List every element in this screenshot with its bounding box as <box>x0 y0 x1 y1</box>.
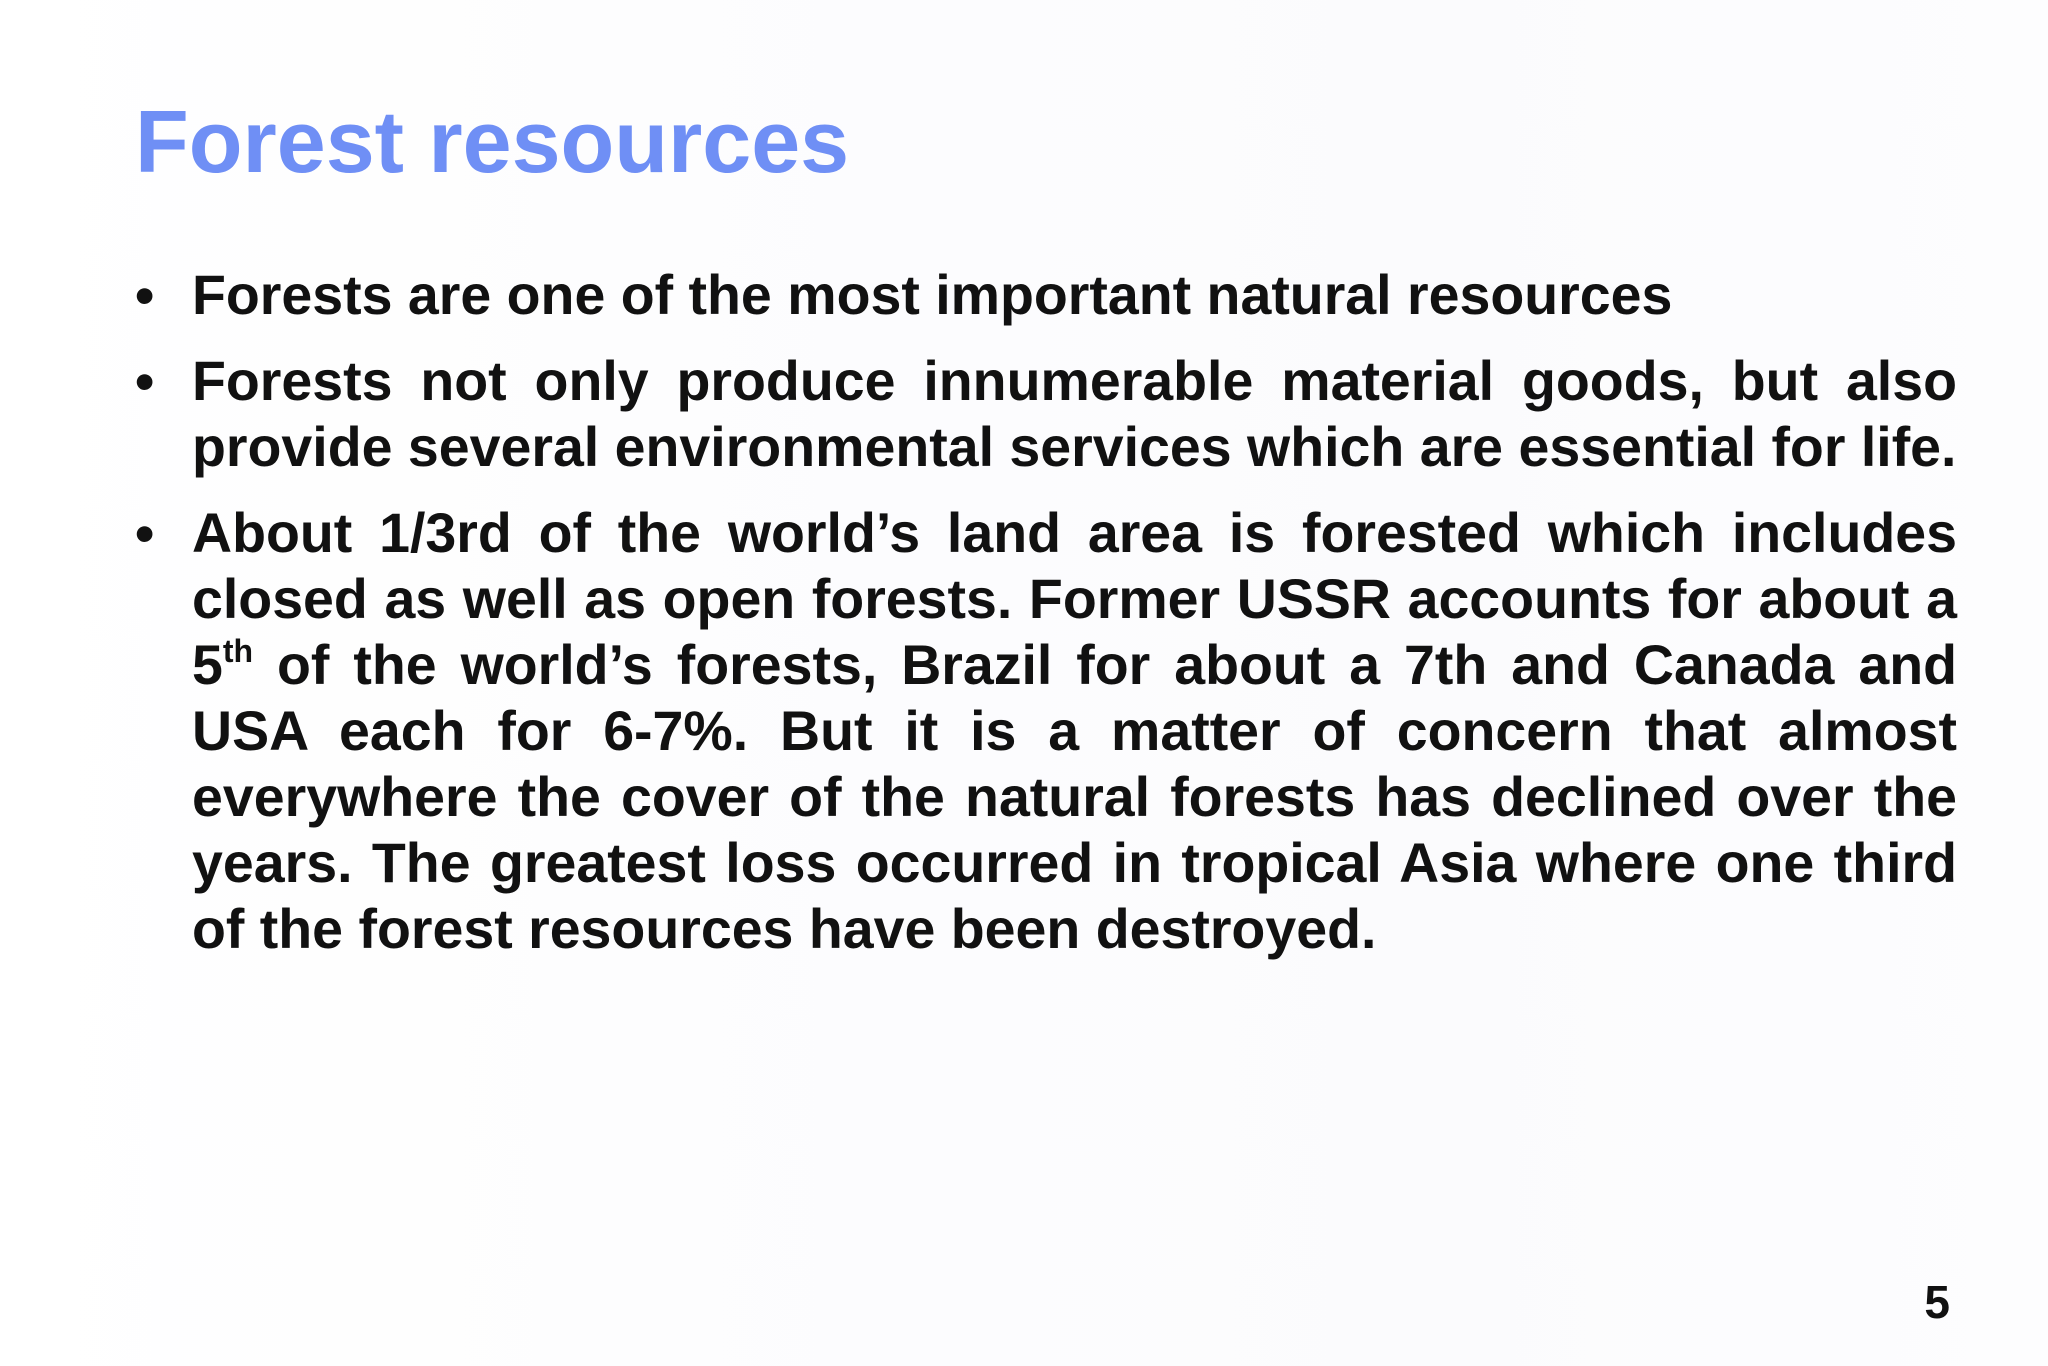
bullet-icon: • <box>135 350 155 412</box>
slide-title: Forest resources <box>135 92 850 191</box>
bullet-icon: • <box>135 502 155 564</box>
ordinal-superscript: th <box>222 633 254 669</box>
bullet-text: Forests not only produce innumerable material goods, but also provide several environmental services which are essential for life. <box>192 350 1957 478</box>
bullet-item <box>135 348 1957 480</box>
bullet-item <box>135 500 1957 962</box>
bullet-text-part: of the world’s forests, Brazil for about a 7th and Canada and USA each for 6-7%. But it is a matter of concern that almost everywhere the cover of the natural forests has declined over the years. The greatest loss occurred in tropical Asia where one third of the forest resources have been destroyed. <box>192 634 1957 960</box>
bullet-icon: • <box>135 264 155 326</box>
bullet-text-part: About 1/3rd of the world’s land area is forested which includes closed as well as open forests. Former USSR accounts for about a 5 <box>192 502 1957 696</box>
bullet-text: Forests are one of the most important natural resources <box>192 264 1673 326</box>
bullet-item <box>135 262 1957 328</box>
page-number: 5 <box>1924 1276 1950 1328</box>
bullet-list <box>135 262 1957 982</box>
